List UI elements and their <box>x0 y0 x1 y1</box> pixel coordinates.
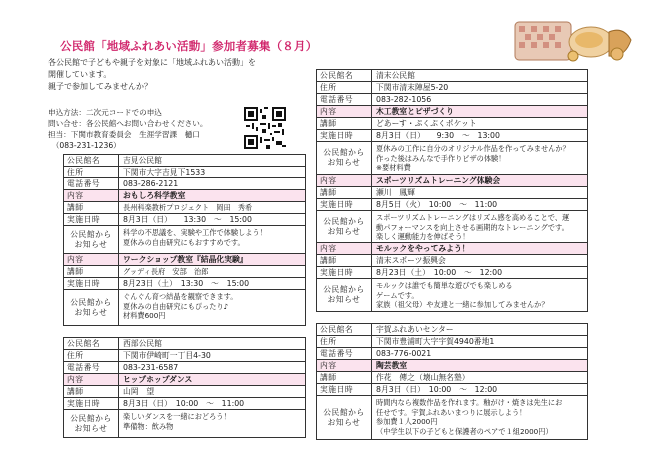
event-content: おもしろ科学教室 <box>119 190 305 201</box>
event-note: 楽しいダンスを一緒におどろう！ 準備物：飲み物 <box>123 412 231 431</box>
event-date: 8月3日（日） 10:00 ～ 11:00 <box>123 399 245 408</box>
event-note: 時間内なら複数作品を作れます。釉がけ・焼きは先生にお 任せです。宇賀ふれあいまつりに展示しよう！ 参加費１人2000円 （中学生以下の子どもと保護者のペアで１組2000円） <box>376 398 563 436</box>
apply-info <box>48 107 248 151</box>
label-phone: 電話番号 <box>317 94 372 105</box>
label-address: 住所 <box>317 82 372 93</box>
intro-line: 親子で参加してみませんか？ <box>48 82 152 91</box>
label-address: 住所 <box>64 350 119 361</box>
event-teacher: どあーす・ぷくぷくポケット <box>376 119 477 128</box>
label-teacher: 講師 <box>64 202 119 213</box>
label-content: 内容 <box>64 374 119 385</box>
label-address: 住所 <box>64 167 119 177</box>
label-note: 公民館から お知らせ <box>317 279 372 311</box>
label-date: 実施日時 <box>317 384 372 395</box>
apply-method: 申込方法：二次元コードでの申込 <box>48 108 162 117</box>
page-title: 公民館「地域ふれあい活動」参加者募集（８月） <box>60 39 318 53</box>
label-teacher: 講師 <box>64 266 119 277</box>
event-date: 8月23日（土） 10:00 ～ 12:00 <box>376 268 503 277</box>
event-date: 8月3日（日） 9:30 ～ 13:00 <box>376 131 500 140</box>
hall-address: 下関市伊崎町一丁目4-30 <box>123 351 211 360</box>
hall-name: 西部公民館 <box>123 339 162 348</box>
label-note: 公民館から お知らせ <box>317 211 372 242</box>
label-teacher: 講師 <box>64 386 119 397</box>
label-teacher: 講師 <box>317 372 372 383</box>
hall-card-seibu <box>63 337 306 438</box>
event-teacher: 作花 傳之（壊山無名塾） <box>376 373 470 382</box>
event-teacher: 瀬川 鳳輝 <box>376 188 415 197</box>
hall-phone: 083-282-1056 <box>376 95 432 104</box>
event-teacher: 清末スポーツ振興会 <box>376 256 446 265</box>
label-teacher: 講師 <box>317 118 372 129</box>
label-phone: 電話番号 <box>317 348 372 359</box>
hall-card-kiyosue <box>316 69 588 312</box>
label-note: 公民館から お知らせ <box>64 226 119 253</box>
event-note: モルックは誰でも簡単な遊びでも楽しめる ゲームです。 家族（祖父母）や友達と一緒に参加してみませんか？ <box>376 281 549 309</box>
label-note: 公民館から お知らせ <box>64 410 119 437</box>
label-date: 実施日時 <box>64 398 119 409</box>
label-content: 内容 <box>317 106 372 117</box>
label-phone: 電話番号 <box>64 178 119 189</box>
event-date: 8月3日（日） 13:30 ～ 15:00 <box>123 215 252 224</box>
hall-phone: 083-231-6587 <box>123 363 179 372</box>
hall-name: 吉見公民館 <box>123 156 162 165</box>
hall-name: 宇賀ふれあいセンター <box>376 325 454 334</box>
qr-code[interactable] <box>244 107 286 149</box>
label-note: 公民館から お知らせ <box>317 142 372 174</box>
event-content: モルックをやってみよう！ <box>372 243 587 254</box>
label-address: 住所 <box>317 336 372 347</box>
label-content: 内容 <box>317 243 372 254</box>
hall-name: 清末公民館 <box>376 71 415 80</box>
label-date: 実施日時 <box>317 130 372 141</box>
label-date: 実施日時 <box>64 214 119 225</box>
event-teacher: 山岡 望 <box>123 387 155 396</box>
apply-staff: 担当：下関市教育委員会 生涯学習課 樋口 <box>48 130 200 139</box>
hall-phone: 083-286-2121 <box>123 179 179 188</box>
hall-phone: 083-776-0021 <box>376 349 432 358</box>
label-teacher: 講師 <box>317 255 372 266</box>
label-hall: 公民館名 <box>317 70 372 81</box>
event-teacher: グッディ長府 安部 治郎 <box>123 266 209 276</box>
label-teacher: 講師 <box>317 187 372 198</box>
label-content: 内容 <box>317 175 372 186</box>
event-content: 陶芸教室 <box>372 360 587 371</box>
event-content: ワークショップ教室『結晶化実験』 <box>119 254 305 265</box>
bread-illustration <box>513 18 635 64</box>
label-date: 実施日時 <box>317 199 372 210</box>
event-note: ぐんぐん育つ結晶を観察できます。 夏休みの自由研究にもぴったり♪ 材料費600円 <box>123 292 238 320</box>
event-date: 8月5日（火） 10:00 ～ 11:00 <box>376 200 498 209</box>
event-note: スポーツリズムトレーニングはリズム感を高めることで、運 動パフォーマンスを向上させる画期的なトレーニングです。 楽しく運動能力を伸ばそう！ <box>376 213 570 241</box>
event-teacher: 長州科楽教析プロジェクト 岡田 秀希 <box>123 202 253 212</box>
hall-address: 下関市清末陣屋5-20 <box>376 83 449 92</box>
hall-card-yoshimi <box>63 154 306 326</box>
intro-line: 各公民館で子どもや親子を対象に「地域ふれあい活動」を <box>48 58 256 67</box>
label-note: 公民館から お知らせ <box>64 290 119 325</box>
label-phone: 電話番号 <box>64 362 119 373</box>
event-content: 木工教室とピザづくり <box>372 106 587 117</box>
label-content: 内容 <box>317 360 372 371</box>
intro-line: 開催しています。 <box>48 70 112 79</box>
apply-phone: （083-231-1236） <box>48 141 121 150</box>
event-date: 8月23日（土） 13:30 ～ 15:00 <box>123 279 250 288</box>
intro-text <box>48 57 268 93</box>
label-hall: 公民館名 <box>317 324 372 335</box>
hall-card-uga <box>316 323 588 440</box>
label-note: 公民館から お知らせ <box>317 396 372 439</box>
event-note: 科学の不思議を、実験や工作で体験しよう！ 夏休みの自由研究にもおすすめです。 <box>123 228 267 247</box>
event-content: ヒップホップダンス <box>119 374 305 385</box>
label-content: 内容 <box>64 254 119 265</box>
label-hall: 公民館名 <box>64 338 119 349</box>
hall-address: 下関市豊浦町大字宇賀4940番地1 <box>376 337 495 346</box>
event-date: 8月3日（日） 10:00 ～ 12:00 <box>376 385 498 394</box>
event-content: スポーツリズムトレーニング体験会 <box>372 175 587 186</box>
label-date: 実施日時 <box>317 267 372 278</box>
event-note: 夏休みの工作に自分のオリジナル作品を作ってみませんか？ 作った後はみんなで手作りピザの体験！ ※要材料費 <box>376 144 570 172</box>
label-hall: 公民館名 <box>64 155 119 166</box>
apply-contact: 問い合せ：各公民館へお問い合わせください。 <box>48 119 208 128</box>
label-date: 実施日時 <box>64 278 119 289</box>
hall-address: 下関市大字吉見下1533 <box>123 167 206 177</box>
label-content: 内容 <box>64 190 119 201</box>
